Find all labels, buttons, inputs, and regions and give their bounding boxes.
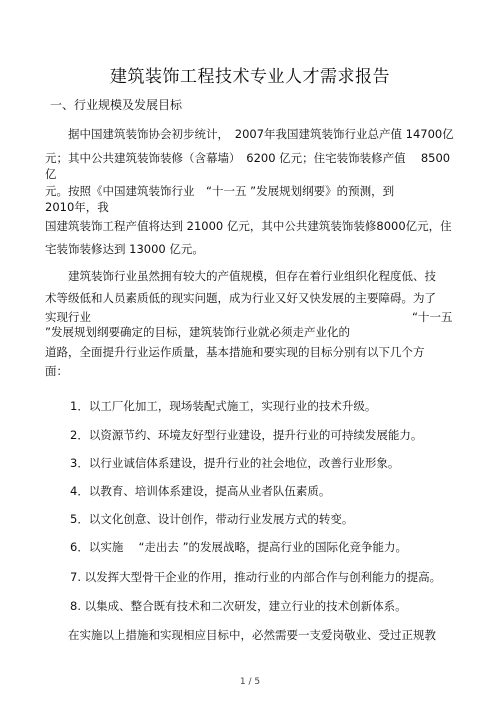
paragraph-line: 面： [45,364,68,378]
list-item: 8. 以集成、整合既有技术和二次研发，建立行业的技术创新体系。 [70,599,407,613]
paragraph-line: 亿 [45,167,57,181]
list-item: 6．以实施 “走出去 ”的发展战略，提高行业的国际化竞争能力。 [70,540,408,554]
list-item: 3．以行业诚信体系建设，提升行业的社会地位，改善行业形象。 [70,456,400,470]
list-item: 5．以文化创意、设计创作，带动行业发展方式的转变。 [70,512,354,526]
paragraph-line: 宅装饰装修达到 13000 亿元。 [45,242,204,256]
paragraph-line: ”发展规划纲要确定的目标，建筑装饰行业就必须走产业化的 [45,325,350,339]
paragraph-line: “十一五 [412,310,453,324]
paragraph-line: 据中国建筑装饰协会初步统计， 2007年我国建筑装饰行业总产值 14700亿 [68,127,454,141]
paragraph-line: 国建筑装饰工程产值将达到 21000 亿元，其中公共建筑装饰装修8000亿元，住 [45,219,452,233]
section-heading: 一、行业规模及发展目标 [50,98,183,112]
paragraph-line: 道路，全面提升行业运作质量，基本措施和要实现的目标分别有以下几个方 [45,345,425,359]
paragraph-line: 建筑装饰行业虽然拥有较大的产值规模，但存在着行业组织化程度低、技 [68,269,436,283]
list-item: 1．以工厂化加工，现场装配式施工，实现行业的技术升级。 [70,399,377,413]
paragraph-line: 在实施以上措施和实现相应目标中，必然需要一支爱岗敬业、受过正规教 [68,628,436,642]
document-title: 建筑装饰工程技术专业人才需求报告 [110,67,390,87]
page-number: 1 / 5 [239,677,261,687]
list-item: 7. 以发挥大型骨干企业的作用，推动行业的内部合作与创利能力的提高。 [70,570,442,584]
paragraph-line: 术等级低和人员素质低的现实问题，成为行业又好又快发展的主要障碍。为了 [45,291,436,305]
paragraph-line: 元；其中公共建筑装饰装修（含幕墙） 6200 亿元；住宅装饰装修产值 8500 [45,151,451,165]
list-item: 2．以资源节约、环境友好型行业建设，提升行业的可持续发展能力。 [70,428,423,442]
list-item: 4．以教育、培训体系建设，提高从业者队伍素质。 [70,484,331,498]
paragraph-line: 元。按照《中国建筑装饰行业 “十一五 ”发展规划纲要》的预测，到 [45,184,395,198]
paragraph-line: 实现行业 [45,310,91,324]
paragraph-line: 2010年，我 [45,200,109,214]
